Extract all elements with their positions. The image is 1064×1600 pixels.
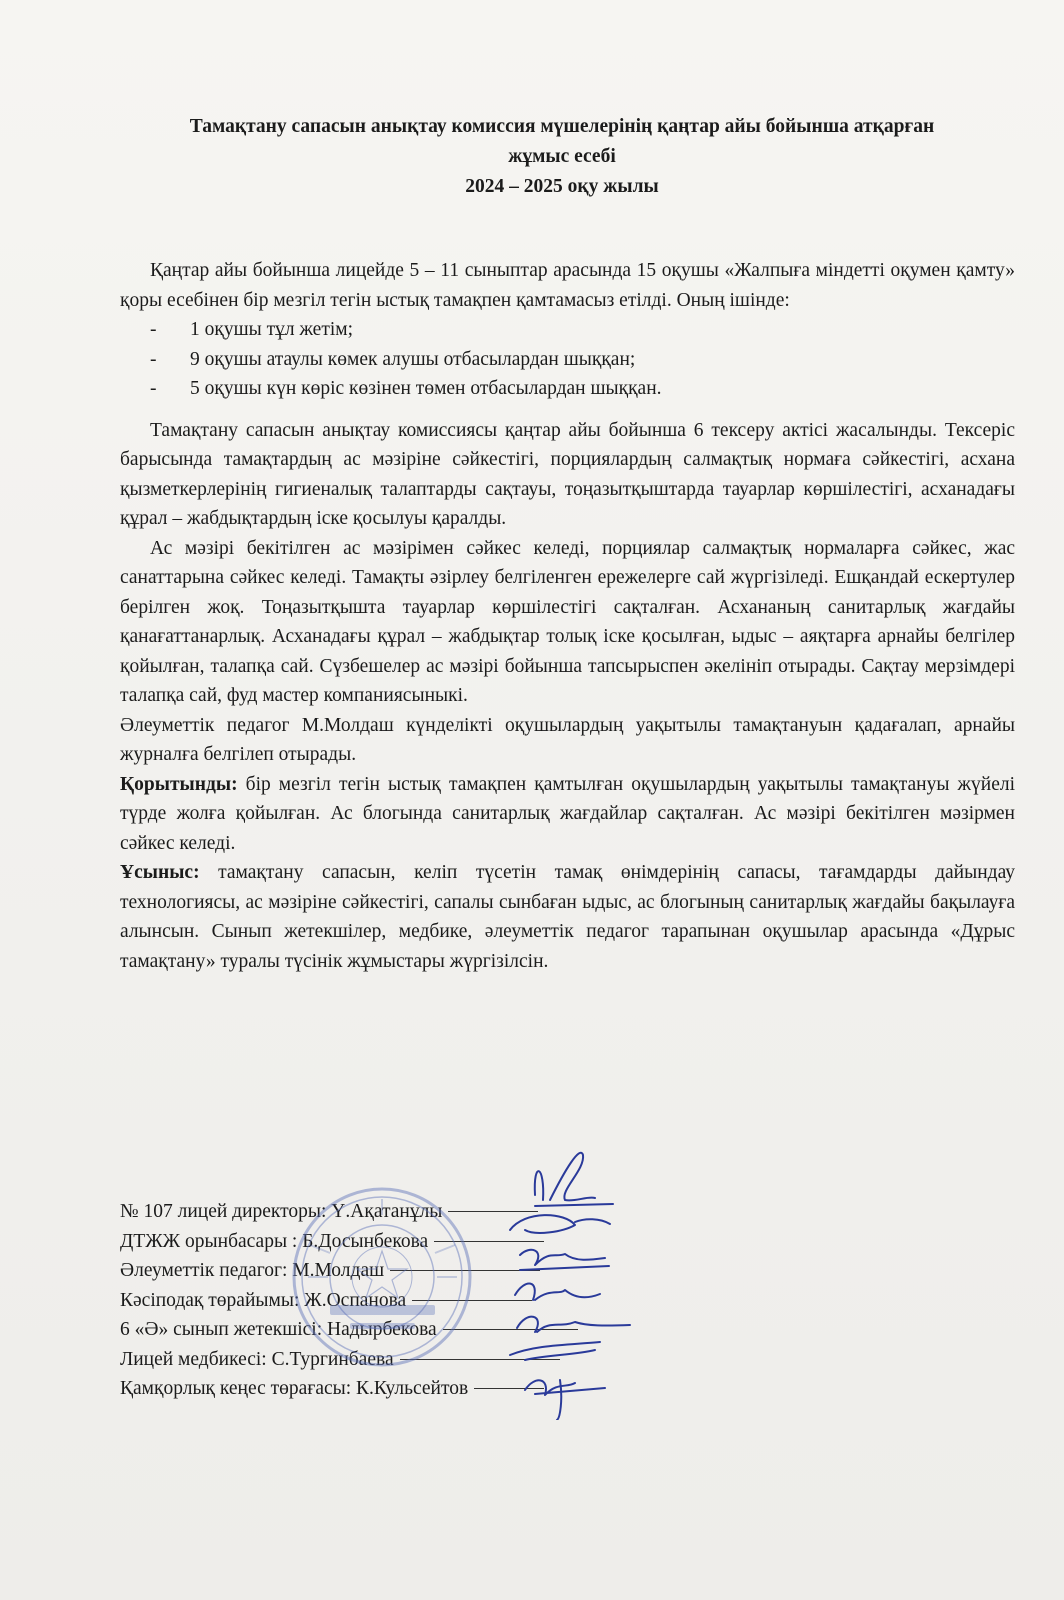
inspection-paragraph: Тамақтану сапасын анықтау комиссиясы қаңтар айы бойынша 6 тексеру актісі жасалынды. Тексеріс барысында тамақтардың ас мәзіріне сәйкестігі, порциялардың салмақтық нормаға сәйкестігі, асхана қызметкерлерінің гигиеналық талаптарды сақтауы, тоңазытқыштарда тауарлар көршілестігі, асханадағы құрал – жабдықтардың іске қосылуы қаралды. xyxy=(120,419,1015,529)
signature-line xyxy=(400,1359,560,1360)
signature-line xyxy=(390,1270,540,1271)
signatory-text: Лицей медбикесі: С.Тургинбаева xyxy=(120,1348,394,1370)
list-item xyxy=(120,315,1015,345)
dash-bullet: - xyxy=(150,348,157,370)
intro-paragraph: Қаңтар айы бойынша лицейде 5 – 11 сыныптар арасында 15 оқушы «Жалпыға міндетті оқумен қамту» қоры есебінен бір мезгіл тегін ыстық тамақпен қамтамасыз етілді. Оның ішінде: xyxy=(120,260,1015,311)
list-item-text: 5 оқушы күн көріс көзінен төмен отбасылардан шыққан. xyxy=(190,378,662,399)
signatory-row xyxy=(120,1374,578,1404)
signatory-text: № 107 лицей директоры: Ү.Ақатанұлы xyxy=(120,1201,443,1222)
signatory-row xyxy=(120,1345,578,1375)
title-line-2: жұмыс есебі xyxy=(508,146,616,167)
signatory-row xyxy=(120,1197,578,1227)
signatory-text: Қамқорлық кеңес төрағасы: К.Кульсейтов xyxy=(120,1378,469,1399)
signature-line xyxy=(448,1211,538,1212)
signatory-text: Әлеуметтік педагог: М.Молдаш xyxy=(120,1260,385,1281)
title-line-3-academic-year: 2024 – 2025 оқу жылы xyxy=(465,176,659,197)
proposal-paragraph xyxy=(120,858,1015,976)
menu-paragraph: Ас мәзірі бекітілген ас мәзірімен сәйкес келеді, порциялар салмақтық нормаларға сәйкес, жас санаттарына сәйкес келеді. Тамақты әзірлеу белгіленген ережелерге сай жүргізіледі. Ешқандай ескертулер берілген жоқ. Тоңазытқышта тауарлар көршілестігі сақталған. Асхананың санитарлық жағдайы қанағаттанарлық. Асханадағы құрал – жабдықтар толық іске қосылған, ыдыс – аяқтарға арнайы белгілер қойылған, талапқа сай. Сүзбешелер ас мәзірі бойынша тапсырыспен әкелініп отырады. Сақтау мерзімдері талапқа сай, фуд мастер компаниясыныкі. xyxy=(120,537,1015,706)
signatory-text: Кәсіподақ төрайымы: Ж.Оспанова xyxy=(120,1289,407,1311)
signature-line xyxy=(434,1241,544,1242)
signatories-block xyxy=(120,1197,578,1404)
signatory-text: 6 «Ә» сынып жетекшісі: Надырбекова xyxy=(120,1319,437,1340)
dash-bullet: - xyxy=(150,378,157,399)
signatory-row xyxy=(120,1256,578,1286)
student-list xyxy=(120,315,1015,404)
conclusion-text: бір мезгіл тегін ыстық тамақпен қамтылған оқушылардың уақытылы тамақтануы жүйелі түрде жолға қойылған. Ас блогында санитарлық жағдайлар сақталған. Ас мәзірі бекітілген мәзірмен сәйкес келеді. xyxy=(120,773,1015,854)
signatory-text: ДТЖЖ орынбасары : Б.Досынбекова xyxy=(120,1230,429,1252)
document-body xyxy=(120,256,1015,976)
list-item-text: 9 оқушы атаулы көмек алушы отбасылардан шыққан; xyxy=(190,348,636,370)
document-title xyxy=(110,112,1014,202)
signatory-row xyxy=(120,1227,578,1257)
signature-line xyxy=(412,1300,532,1301)
title-line-1: Тамақтану сапасын анықтау комиссия мүшелерінің қаңтар айы бойынша атқарған xyxy=(189,116,935,137)
proposal-label: Ұсыныс: xyxy=(120,862,200,883)
signatory-row xyxy=(120,1315,578,1345)
dash-bullet: - xyxy=(150,319,157,340)
proposal-text: тамақтану сапасын, келіп түсетін тамақ өнімдерінің сапасы, тағамдарды дайындау технологиясы, ас мәзіріне сәйкестігі, сапалы сынбаған ыдыс, ас блогының санитарлық жағдайы бақылауға алынсын. Сынып жетекшілер, медбике, әлеуметтік педагог тарапынан оқушылар арасында «Дұрыс тамақтану» туралы түсінік жұмыстары жүргізілсін. xyxy=(120,862,1015,972)
signature-line xyxy=(474,1388,544,1389)
list-item xyxy=(120,374,1015,404)
list-item xyxy=(120,345,1015,375)
signatory-row xyxy=(120,1286,578,1316)
conclusion-paragraph xyxy=(120,770,1015,859)
signature-line xyxy=(443,1329,578,1330)
conclusion-label: Қорытынды: xyxy=(120,773,238,795)
social-pedagogue-paragraph: Әлеуметтік педагог М.Молдаш күнделікті оқушылардың уақытылы тамақтануын қадағалап, арнайы журналға белгілеп отырады. xyxy=(120,714,1015,765)
list-item-text: 1 оқушы тұл жетім; xyxy=(190,319,354,340)
